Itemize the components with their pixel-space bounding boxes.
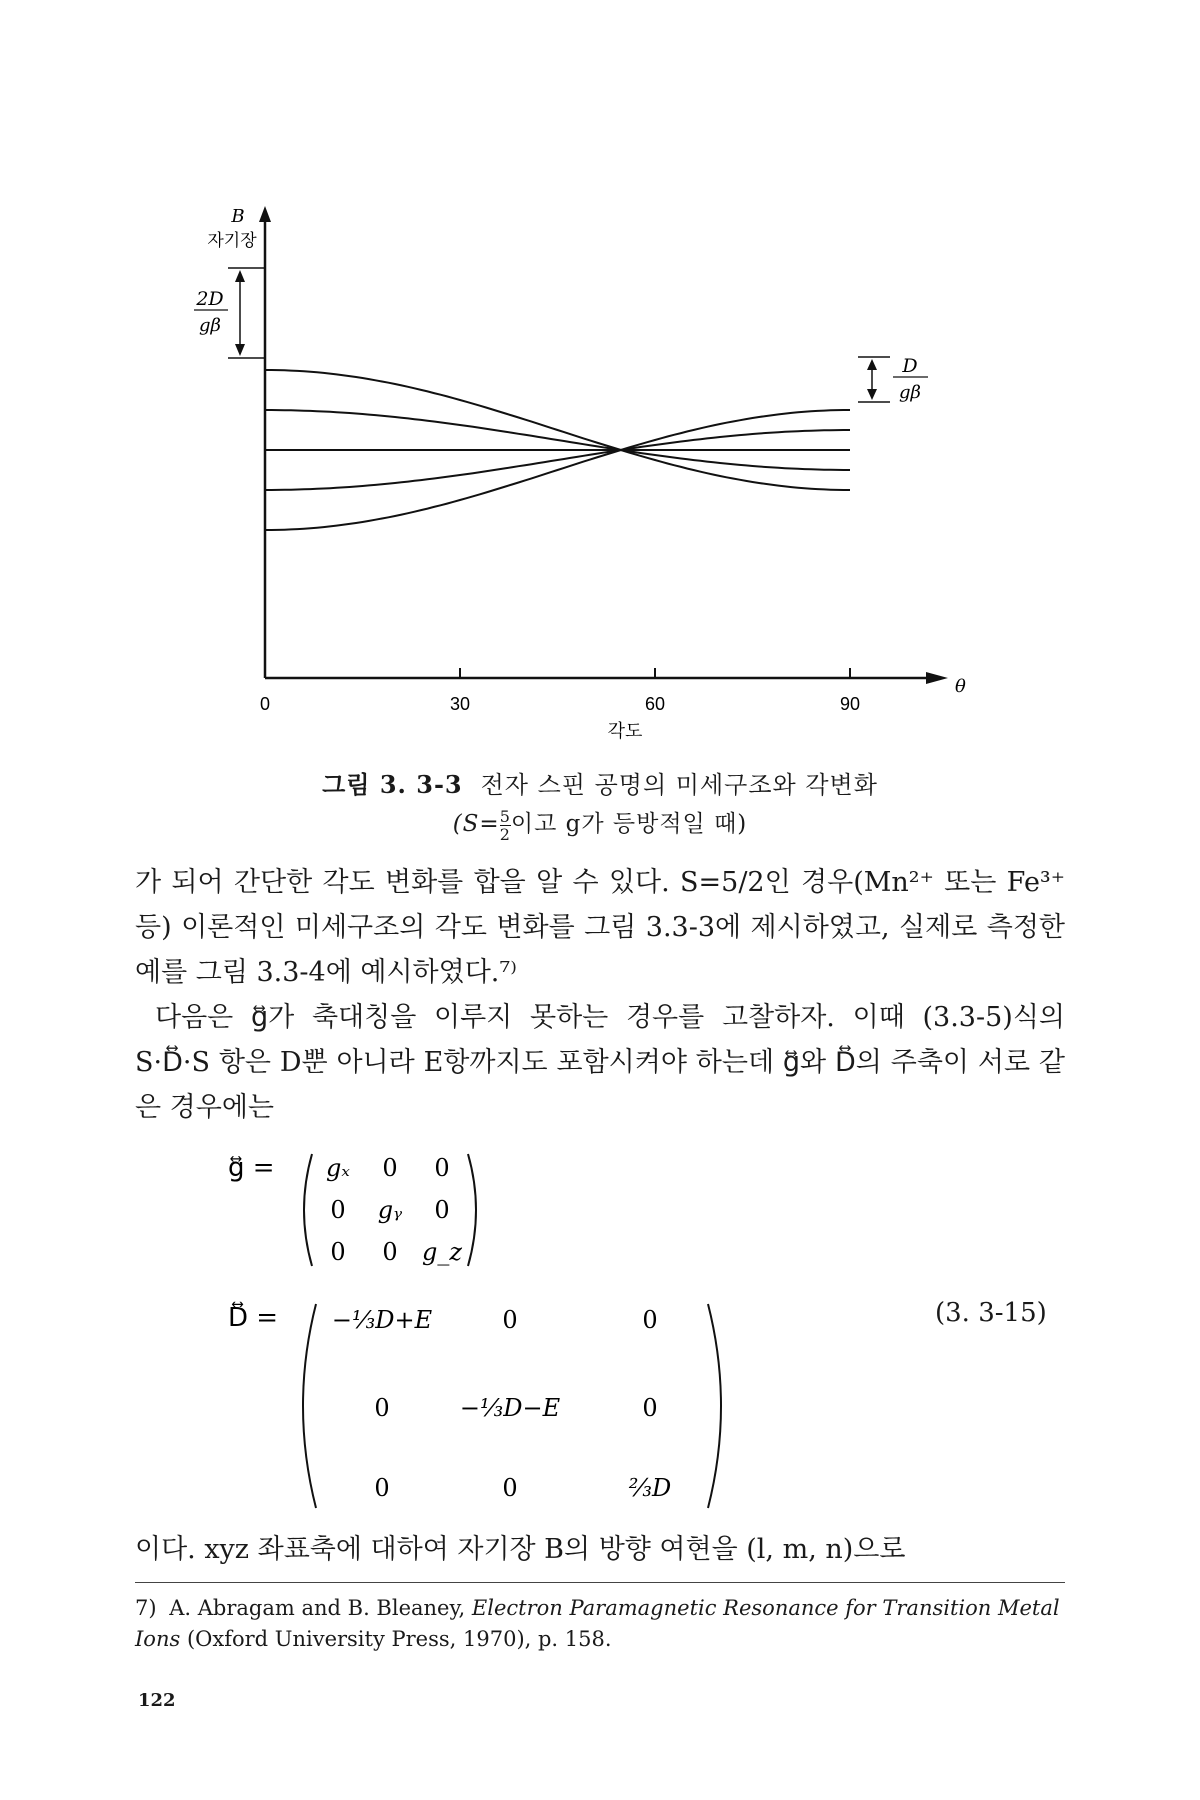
d-matrix-cell-1-0: 0 (374, 1394, 390, 1422)
figure-title: 전자 스핀 공명의 미세구조와 각변화 (480, 771, 878, 799)
d-matrix-cell-1-2: 0 (642, 1394, 658, 1422)
subtitle-open: (S= (452, 811, 500, 837)
d-matrix-cell-2-1: 0 (502, 1474, 518, 1502)
footnote-authors: A. Abragam and B. Bleaney, (169, 1596, 466, 1620)
body-text-top (135, 860, 1065, 1130)
left-gap-denominator: gβ (199, 315, 221, 336)
subtitle-rest: 이고 g가 등방적일 때) (510, 811, 748, 837)
footnote-publisher: (Oxford University Press, 1970), p. 158. (186, 1627, 612, 1651)
x-tick-label: 90 (839, 694, 861, 714)
equation-number: (3. 3-15) (935, 1298, 1047, 1328)
d-matrix-cell-0-2: 0 (642, 1306, 658, 1334)
paragraph-1: 가 되어 간단한 각도 변화를 합을 알 수 있다. S=5/2인 경우(Mn²⁺ 또는 Fe³⁺ 등) 이론적인 미세구조의 각도 변화를 그림 3.3-3에 제시하였고, 실제로 측정한 예를 그림 3.3-4에 예시하였다.⁷⁾ (135, 867, 1065, 988)
paragraph-3: 이다. xyz 좌표축에 대하여 자기장 B의 방향 여현을 (l, m, n)으로 (135, 1534, 906, 1565)
right-gap-denominator: gβ (899, 382, 921, 403)
paragraph-2: 다음은 g⃡가 축대칭을 이루지 못하는 경우를 고찰하자. 이때 (3.3-5)식의 S·D⃡·S 항은 D뿐 아니라 E항까지도 포함시켜야 하는데 g⃡와 D⃡의 주축이 서로 같은 경우에는 (135, 1002, 1065, 1123)
g-matrix-cell-2-2: g_z (421, 1238, 463, 1266)
footnote (135, 1582, 1065, 1655)
figure-subtitle (0, 805, 1200, 843)
left-gap-bracket (194, 268, 265, 358)
y-axis-symbol: B (231, 206, 245, 227)
g-matrix-cell-1-0: 0 (330, 1196, 346, 1224)
left-gap-numerator: 2D (196, 288, 224, 310)
g-matrix-cell-0-0: gₓ (326, 1154, 350, 1182)
figure-number: 그림 3. 3-3 (322, 770, 463, 799)
right-gap-bracket (858, 355, 928, 403)
x-tick-label: 0 (259, 694, 271, 714)
x-tick-label: 60 (644, 694, 666, 714)
d-matrix-cell-0-1: 0 (502, 1306, 518, 1334)
subtitle-denominator: 2 (499, 824, 511, 844)
x-axis-arrow (926, 672, 948, 684)
footnote-marker: 7) (135, 1596, 157, 1620)
matrix-equations (0, 1140, 1200, 1550)
g-matrix-cell-0-2: 0 (434, 1154, 450, 1182)
angle-variation-chart (0, 0, 1200, 760)
series-line-5 (265, 410, 850, 530)
d-matrix-cell-2-2: ⅔D (628, 1474, 672, 1502)
d-matrix-cell-1-1: −⅓D−E (459, 1394, 561, 1422)
g-matrix-cell-2-0: 0 (330, 1238, 346, 1266)
g-matrix-cell-1-2: 0 (434, 1196, 450, 1224)
x-tick-label: 30 (449, 694, 471, 714)
x-axis-name: 각도 (607, 721, 643, 742)
x-axis-symbol: θ (955, 676, 966, 697)
d-tensor-lhs: D⃡ = (228, 1303, 279, 1333)
d-matrix-cell-2-0: 0 (374, 1474, 390, 1502)
g-matrix-cell-2-1: 0 (382, 1238, 398, 1266)
page-number: 122 (138, 1690, 176, 1711)
figure-caption (0, 765, 1200, 800)
series-line-1 (265, 370, 850, 490)
y-axis-name: 자기장 (207, 231, 257, 251)
g-tensor-lhs: g⃡ = (228, 1153, 275, 1183)
g-matrix-cell-1-1: gᵧ (377, 1196, 403, 1224)
subtitle-numerator: 5 (499, 806, 511, 826)
d-matrix-cell-0-0: −⅓D+E (331, 1306, 433, 1334)
body-text-bottom (135, 1527, 1065, 1572)
footnote-title: Electron Paramagnetic Resonance for Transition Metal Ions (135, 1596, 1060, 1651)
y-axis-arrow (259, 206, 271, 222)
right-gap-numerator: D (902, 355, 918, 377)
g-matrix-cell-0-1: 0 (382, 1154, 398, 1182)
